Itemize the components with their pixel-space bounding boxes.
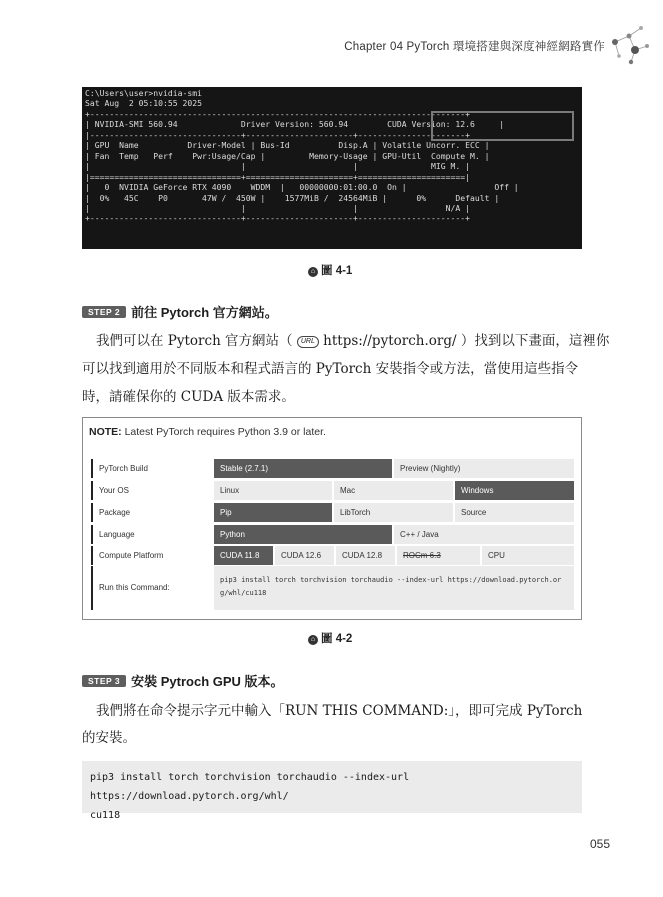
selector-note [89,426,326,438]
figure-icon: ⌂ [308,267,318,277]
row-label: Run this Command: [91,566,207,610]
terminal-output: C:\Users\user>nvidia-smi Sat Aug 2 05:10:55 2025 +-----------------------------------------------------------------------------+ | NVIDIA-SMI 560.94 Driver Version: 560.94 CUDA Version: 12.6 | |-------------------------------+----------------------+----------------------+ | GPU Name Driver-Model | Bus-Id Disp.A | Volatile Uncorr. ECC | | Fan Temp Perf Pwr:Usage/Cap | Memory-Usage | GPU-Util Compute M. | | | | MIG M. | |===============================+======================+======================| | 0 NVIDIA GeForce RTX 4090 WDDM | 00000000:01:00.0 On | Off | | 0% 45C P0 47W / 450W | 1577MiB / 24564MiB | 0% Default | | | | N/A | +-------------------------------+----------------------+----------------------+ [85,88,519,224]
row-label: Your OS [91,481,207,500]
step-3-paragraph-line-1: 我們將在命令提示字元中輸入「RUN THIS COMMAND:」，即可完成 PyTorch [96,703,583,719]
selector-row-run-command [91,566,575,610]
code-line: cu118 [90,810,121,821]
step-2-paragraph-line-3: 時，請確保你的 CUDA 版本需求。 [82,389,295,405]
step-2-heading [82,302,278,321]
run-command-line: pip3 install torch torchvision torchaudio --index-url https://download.pytorch.or [220,576,562,584]
option-cuda-11-8[interactable]: CUDA 11.8 [214,546,273,565]
option-preview[interactable]: Preview (Nightly) [394,459,574,478]
code-line: pip3 install torch torchvision torchaudio --index-url https://download.pytorch.org/whl/ [90,772,410,802]
pytorch-install-selector [82,417,582,620]
step-3-paragraph-line-2: 的安裝。 [82,730,136,746]
install-command-code-block[interactable] [82,761,582,821]
option-cuda-12-8[interactable]: CUDA 12.8 [336,546,395,565]
selector-row-language [91,525,575,544]
option-mac[interactable]: Mac [334,481,453,500]
step-badge: STEP 3 [82,675,126,687]
row-label: Compute Platform [91,546,207,565]
row-label: PyTorch Build [91,459,207,478]
option-libtorch[interactable]: LibTorch [334,503,453,522]
figure-caption-4-1 [308,262,352,278]
option-stable[interactable]: Stable (2.7.1) [214,459,392,478]
para-text: https://pytorch.org/ ）找到以下畫面，這裡你 [323,333,610,349]
chapter-header-title: Chapter 04 PyTorch 環境搭建與深度神經網路實作 [344,41,605,53]
step-title: 安裝 Pytroch GPU 版本。 [131,674,284,689]
run-command-text[interactable] [214,566,574,610]
figure-icon: ⌂ [308,635,318,645]
figure-caption-text: 圖 4-1 [321,265,353,277]
molecule-decoration-icon [605,20,653,68]
row-label: Package [91,503,207,522]
option-pip[interactable]: Pip [214,503,332,522]
figure-caption-text: 圖 4-2 [321,633,353,645]
selector-row-compute-platform [91,546,575,565]
step-3-heading [82,671,284,690]
selector-row-package [91,503,575,522]
para-text: 我們可以在 Pytorch 官方網站（ [96,333,293,349]
option-cuda-12-6[interactable]: CUDA 12.6 [275,546,334,565]
page-number: 055 [590,837,611,851]
step-title: 前往 Pytorch 官方網站。 [131,305,278,320]
option-linux[interactable]: Linux [214,481,332,500]
step-2-paragraph-line-2: 可以找到適用於不同版本和程式語言的 PyTorch 安裝指令或方法，當使用這些指令 [82,361,579,377]
step-2-paragraph-line-1 [96,327,609,355]
row-label: Language [91,525,207,544]
option-source[interactable]: Source [455,503,574,522]
cuda-version-highlight-box [431,111,574,141]
option-cpu[interactable]: CPU [482,546,574,565]
note-text: Latest PyTorch requires Python 3.9 or later. [121,426,326,438]
selector-row-build [91,459,575,478]
run-command-line: g/whl/cu118 [220,589,267,597]
option-windows[interactable]: Windows [455,481,574,500]
option-rocm[interactable]: ROCm 6.3 [397,546,480,565]
step-badge: STEP 2 [82,306,126,318]
selector-row-os [91,481,575,500]
figure-caption-4-2 [308,630,352,646]
url-icon: URL [297,336,319,348]
option-cpp-java[interactable]: C++ / Java [394,525,574,544]
note-label: NOTE: [89,426,122,438]
option-python[interactable]: Python [214,525,392,544]
